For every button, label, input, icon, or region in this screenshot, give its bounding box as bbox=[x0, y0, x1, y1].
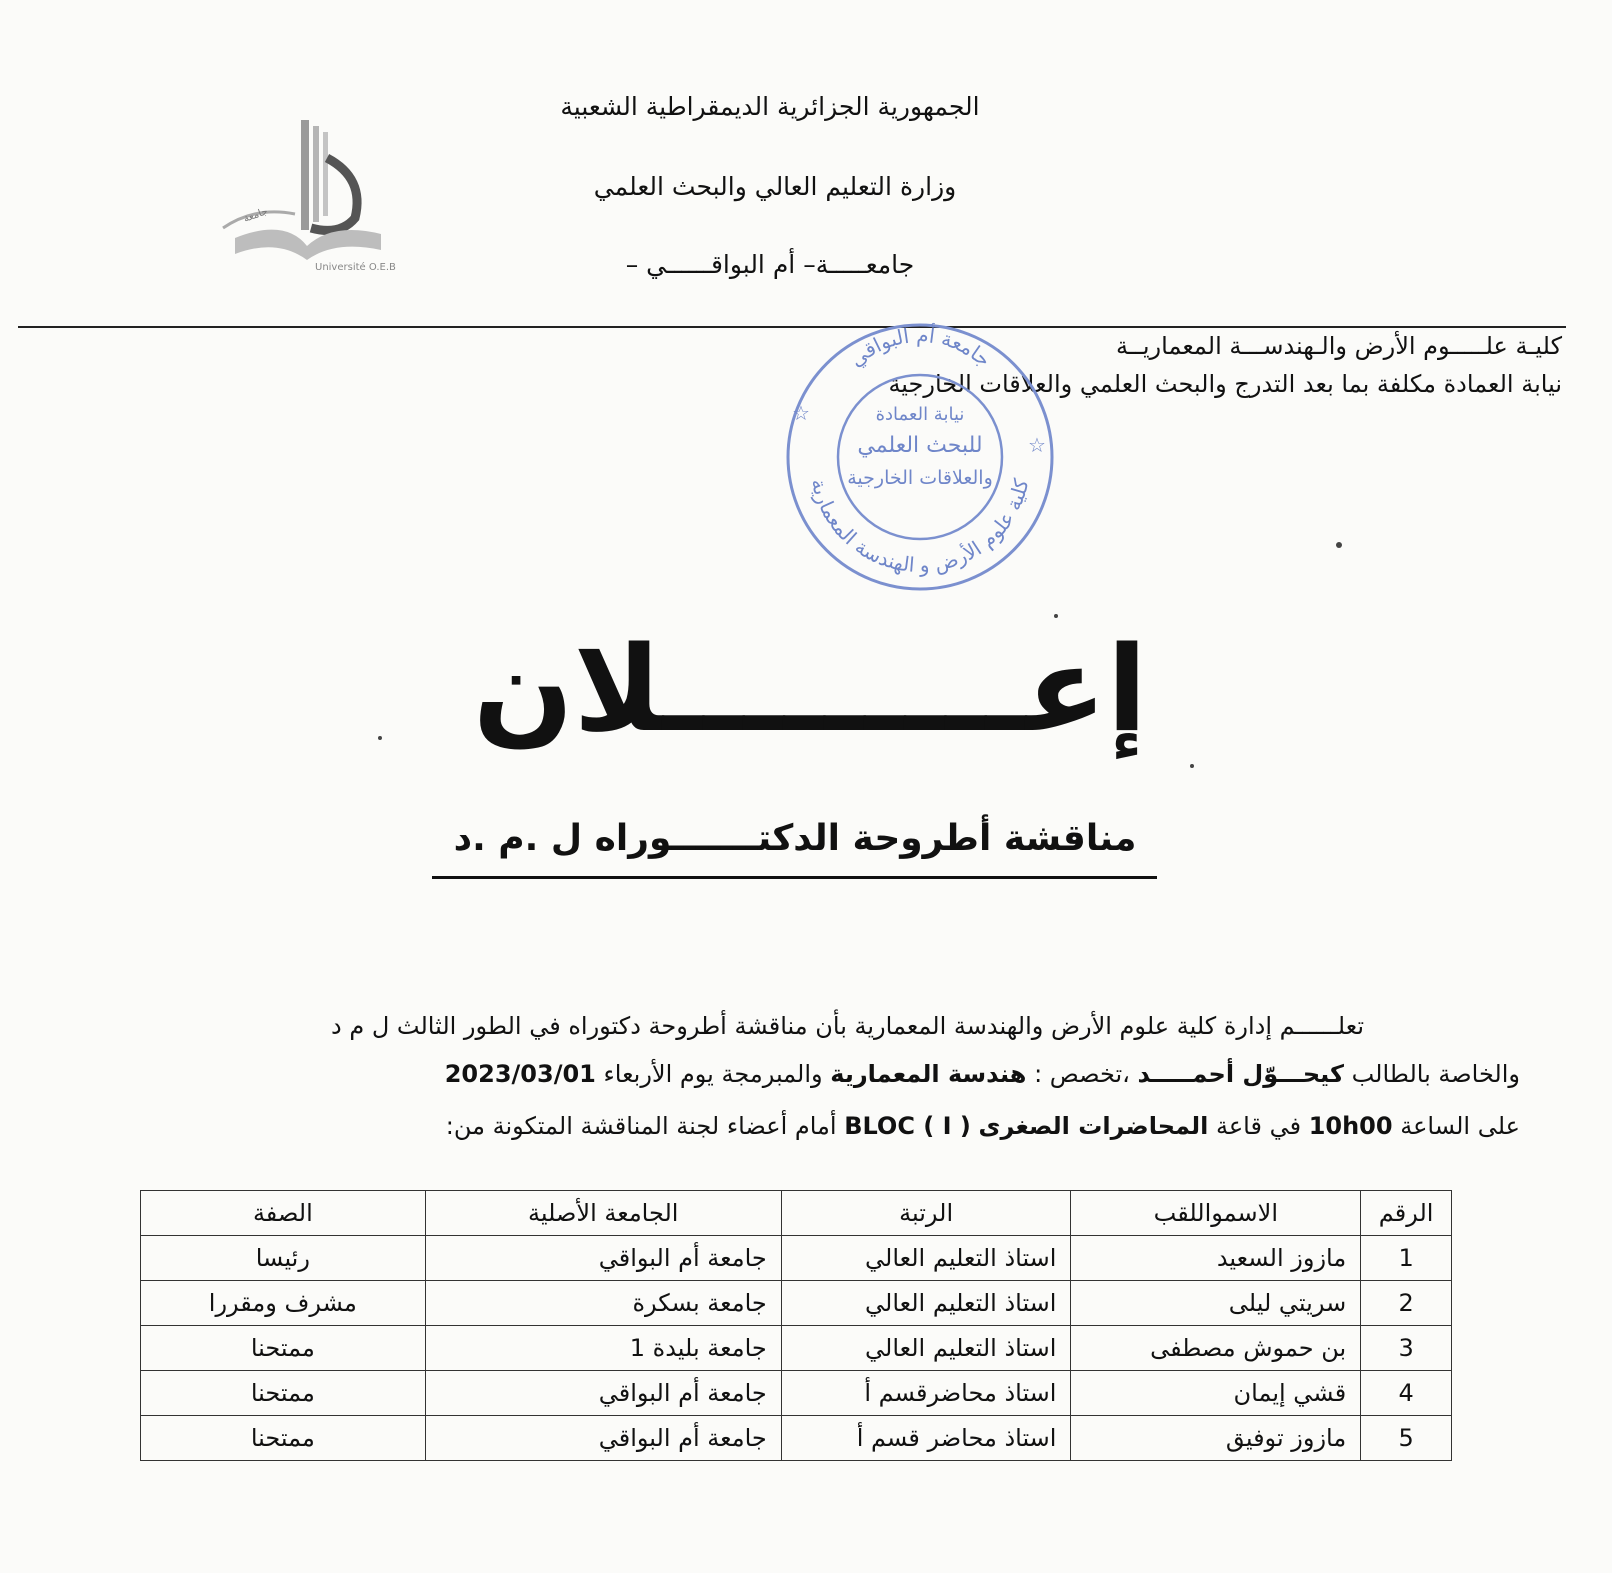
row-num: 4 bbox=[1361, 1371, 1452, 1416]
row-university: جامعة أم البواقي bbox=[425, 1371, 781, 1416]
scan-speck bbox=[1190, 764, 1194, 768]
announcement-line-2: والخاصة بالطالب كيحـــوّل أحمـــــد ،تخصص : هندسة المعمارية والمبرمجة يوم الأربعاء 2023/03/01 bbox=[444, 1060, 1520, 1088]
header-rank: الرتبة bbox=[781, 1191, 1071, 1236]
faculty-name: كليـة علـــــوم الأرض والـهندســـة المعماريــة bbox=[1115, 332, 1562, 360]
stamp-outer-text: كلية علوم الأرض و الهندسة المعمارية bbox=[806, 476, 1034, 578]
svg-text:جامعة أم البواقي bbox=[844, 323, 995, 373]
row-role: ممتحنا bbox=[141, 1326, 426, 1371]
row-university: جامعة أم البواقي bbox=[425, 1416, 781, 1461]
announcement-subtitle: مناقشة أطروحة الدكتـــــــوراه ل .م .د bbox=[453, 818, 1137, 859]
table-row bbox=[141, 1281, 1452, 1326]
announcement-line-1: تعلــــــم إدارة كلية علوم الأرض والهندسة المعمارية بأن مناقشة أطروحة دكتوراه في الطور الثالث ل م د bbox=[331, 1012, 1364, 1040]
university-title: جامعـــــة– أم البواقــــــي – bbox=[625, 250, 915, 279]
row-name: مازوز السعيد bbox=[1071, 1236, 1361, 1281]
university-logo bbox=[215, 118, 396, 278]
defense-hall: المحاضرات الصغرى bbox=[978, 1112, 1209, 1140]
svg-text:جامعة: جامعة bbox=[242, 206, 270, 225]
table-row bbox=[141, 1371, 1452, 1416]
announcement-line-3: على الساعة 10h00 في قاعة المحاضرات الصغرى BLOC ( I ) أمام أعضاء لجنة المناقشة المتكونة من: bbox=[445, 1112, 1520, 1140]
row-num: 1 bbox=[1361, 1236, 1452, 1281]
defense-bloc: BLOC ( I ) bbox=[844, 1112, 971, 1140]
stamp-inner-line2: للبحث العلمي bbox=[857, 433, 983, 458]
student-name: كيحـــوّل أحمـــــد bbox=[1137, 1060, 1344, 1088]
scan-speck bbox=[1336, 542, 1342, 548]
row-rank: استاذ محاضر قسم أ bbox=[781, 1416, 1071, 1461]
row-university: جامعة بسكرة bbox=[425, 1281, 781, 1326]
header-num: الرقم bbox=[1361, 1191, 1452, 1236]
row-role: ممتحنا bbox=[141, 1416, 426, 1461]
row-name: قشي إيمان bbox=[1071, 1371, 1361, 1416]
vice-deanship: نيابة العمادة مكلفة بما بعد التدرج والبحث العلمي والعلاقات الخارجية bbox=[888, 370, 1562, 398]
subtitle-underline bbox=[432, 876, 1157, 879]
ministry-title: وزارة التعليم العالي والبحث العلمي bbox=[593, 172, 957, 201]
row-num: 3 bbox=[1361, 1326, 1452, 1371]
row-rank: استاذ التعليم العالي bbox=[781, 1326, 1071, 1371]
republic-title: الجمهورية الجزائرية الديمقراطية الشعبية bbox=[560, 92, 980, 121]
header-role: الصفة bbox=[141, 1191, 426, 1236]
row-university: جامعة بليدة 1 bbox=[425, 1326, 781, 1371]
row-name: مازوز توفيق bbox=[1071, 1416, 1361, 1461]
row-rank: استاذ محاضرقسم أ bbox=[781, 1371, 1071, 1416]
stamp-inner-line1: نيابة العمادة bbox=[875, 404, 965, 425]
defense-time: 10h00 bbox=[1308, 1112, 1393, 1140]
stamp-top-text: جامعة أم البواقي bbox=[844, 322, 996, 372]
defense-date: 2023/03/01 bbox=[444, 1060, 596, 1088]
row-university: جامعة أم البواقي bbox=[425, 1236, 781, 1281]
header-university: الجامعة الأصلية bbox=[425, 1191, 781, 1236]
table-row bbox=[141, 1326, 1452, 1371]
announcement-title: إعـــــــــلان bbox=[472, 620, 1148, 758]
jury-table bbox=[140, 1190, 1452, 1461]
row-rank: استاذ التعليم العالي bbox=[781, 1236, 1071, 1281]
table-row bbox=[141, 1236, 1452, 1281]
row-num: 2 bbox=[1361, 1281, 1452, 1326]
row-name: سريتي ليلى bbox=[1071, 1281, 1361, 1326]
scan-speck bbox=[378, 736, 382, 740]
row-name: بن حموش مصطفى bbox=[1071, 1326, 1361, 1371]
specialty: هندسة المعمارية bbox=[830, 1060, 1027, 1088]
row-role: رئيسا bbox=[141, 1236, 426, 1281]
row-role: مشرف ومقررا bbox=[141, 1281, 426, 1326]
table-header-row bbox=[141, 1191, 1452, 1236]
logo-caption: Université O.E.B bbox=[315, 262, 396, 273]
scan-speck bbox=[1054, 614, 1058, 618]
official-stamp bbox=[770, 312, 1070, 602]
star-icon: ☆ bbox=[1028, 433, 1046, 457]
header-name: الاسمواللقب bbox=[1071, 1191, 1361, 1236]
row-rank: استاذ التعليم العالي bbox=[781, 1281, 1071, 1326]
row-role: ممتحنا bbox=[141, 1371, 426, 1416]
table-row bbox=[141, 1416, 1452, 1461]
star-icon: ☆ bbox=[792, 401, 810, 425]
stamp-inner-line3: والعلاقات الخارجية bbox=[847, 467, 993, 489]
row-num: 5 bbox=[1361, 1416, 1452, 1461]
